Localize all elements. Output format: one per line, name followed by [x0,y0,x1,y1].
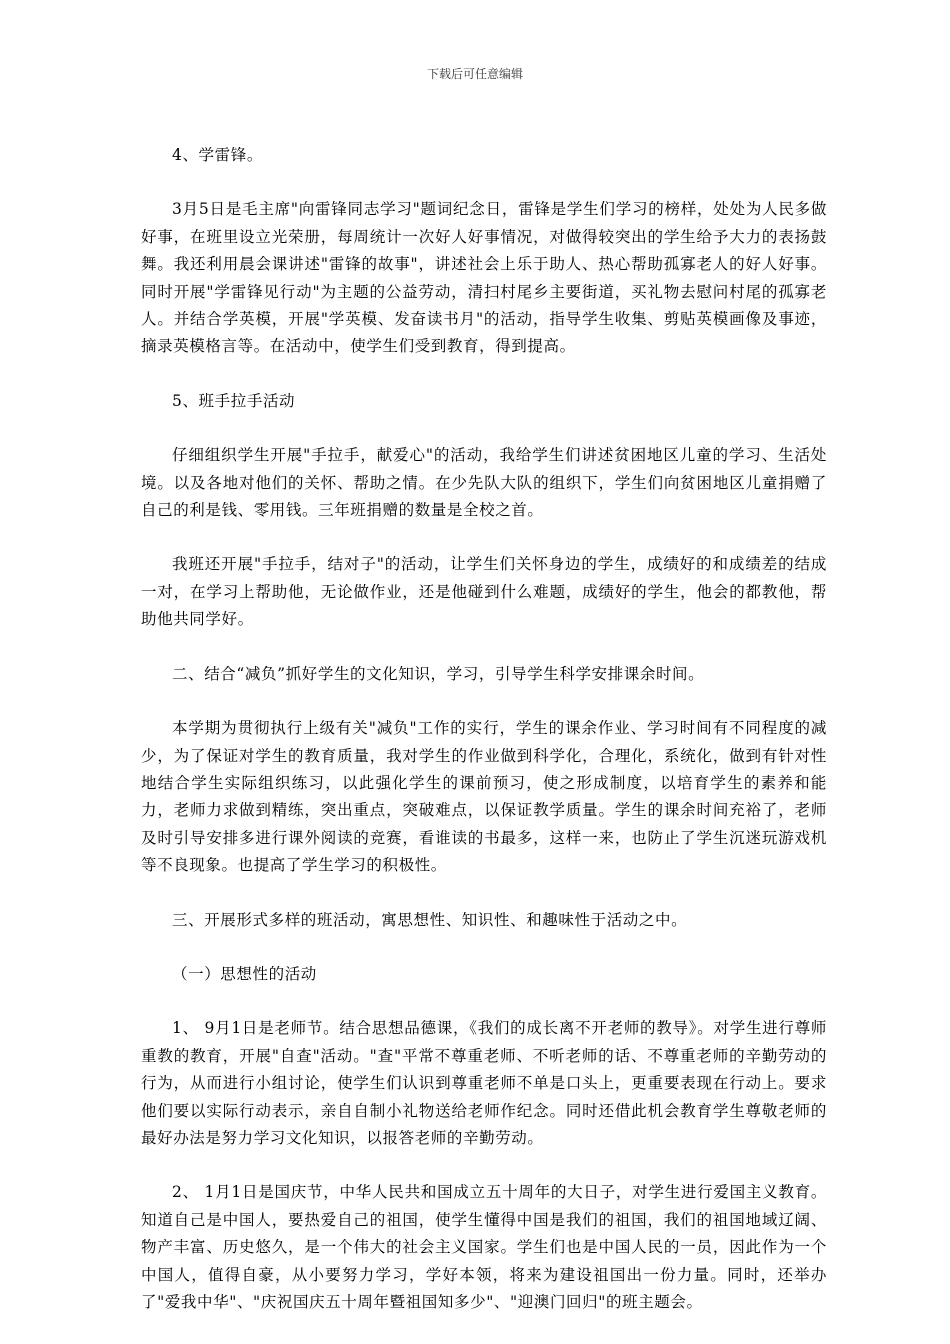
paragraph-donation: 仔细组织学生开展"手拉手，献爱心"的活动，我给学生们讲述贫困地区儿童的学习、生活处境。以及各地对他们的关怀、帮助之情。在少先队大队的组织下，学生们向贫困地区儿童捐赠了自己的利是钱、零用钱。三年班捐赠的数量是全校之首。 [141,446,827,520]
paragraph-national-day: 2、 1月1日是国庆节，中华人民共和国成立五十周年的大日子，对学生进行爱国主义教育。知道自己是中国人，要热爱自己的祖国，使学生懂得中国是我们的祖国，我们的祖国地域辽阔、物产丰富、历史悠久，是一个伟大的社会主义国家。学生们也是中国人民的一员，因此作为一个中国人，值得自豪，从小要努力学习，学好本领，将来为建设祖国出一份力量。同时，还举办了"爱我中华"、"庆祝国庆五十周年暨祖国知多少"、"迎澳门回归"的班主题会。 [141,1183,827,1311]
section-heading-hand-in-hand: 5、班手拉手活动 [172,391,296,410]
paragraph-pairing: 我班还开展"手拉手，结对子"的活动，让学生们关怀身边的学生，成绩好的和成绩差的结成一对，在学习上帮助他，无论做作业，还是他碰到什么难题，成绩好的学生，他会的都教他，帮助他共同学好。 [141,555,827,629]
section-heading-reduce-burden: 二、结合“减负”抓好学生的文化知识，学习，引导学生科学安排课余时间。 [172,664,705,683]
document-body [141,142,827,1316]
paragraph-leifeng-activities: 3月5日是毛主席"向雷锋同志学习"题词纪念日，雷锋是学生们学习的榜样，处处为人民多做好事，在班里设立光荣册，每周统计一次好人好事情况，对做得较突出的学生给予大力的表扬鼓舞。我还利用晨会课讲述"雷锋的故事"，讲述社会上乐于助人、热心帮助孤寡老人的好人好事。同时开展"学雷锋见行动"为主题的公益劳动，清扫村尾乡主要街道，买礼物去慰问村尾的孤寡老人。并结合学英模，开展"学英模、发奋读书月"的活动，指导学生收集、剪贴英模画像及事迹，摘录英模格言等。在活动中，使学生们受到教育，得到提高。 [141,200,827,356]
section-heading-learn-leifeng: 4、学雷锋。 [172,146,263,164]
section-heading-class-activities: 三、开展形式多样的班活动，寓思想性、知识性、和趣味性于活动之中。 [172,910,688,929]
page-header-note: 下载后可任意编辑 [426,67,523,81]
subsection-heading-ideological: （一）思想性的活动 [172,964,317,983]
paragraph-reduce-burden: 本学期为贯彻执行上级有关"减负"工作的实行，学生的课余作业、学习时间有不同程度的减少，为了保证对学生的教育质量，我对学生的作业做到科学化，合理化，系统化，做到有针对性地结合学生实际组织练习，以此强化学生的课前预习，使之形成制度，以培育学生的素养和能力，老师力求做到精练，突出重点，突破难点，以保证教学质量。学生的课余时间充裕了，老师及时引导安排多进行课外阅读的竞赛，看谁读的书最多，这样一来，也防止了学生沉迷玩游戏机等不良现象。也提高了学生学习的积极性。 [141,719,827,875]
paragraph-teachers-day: 1、 9月1日是老师节。结合思想品德课，《我们的成长离不开老师的教导》。对学生进行尊师重教的教育，开展"自查"活动。"查"平常不尊重老师、不听老师的话、不尊重老师的辛勤劳动的行为，从而进行小组讨论，使学生们认识到尊重老师不单是口头上，更重要表现在行动上。要求他们要以实际行动表示，亲自自制小礼物送给老师作纪念。同时还借此机会教育学生尊敬老师的最好办法是努力学习文化知识，以报答老师的辛勤劳动。 [141,1019,827,1147]
